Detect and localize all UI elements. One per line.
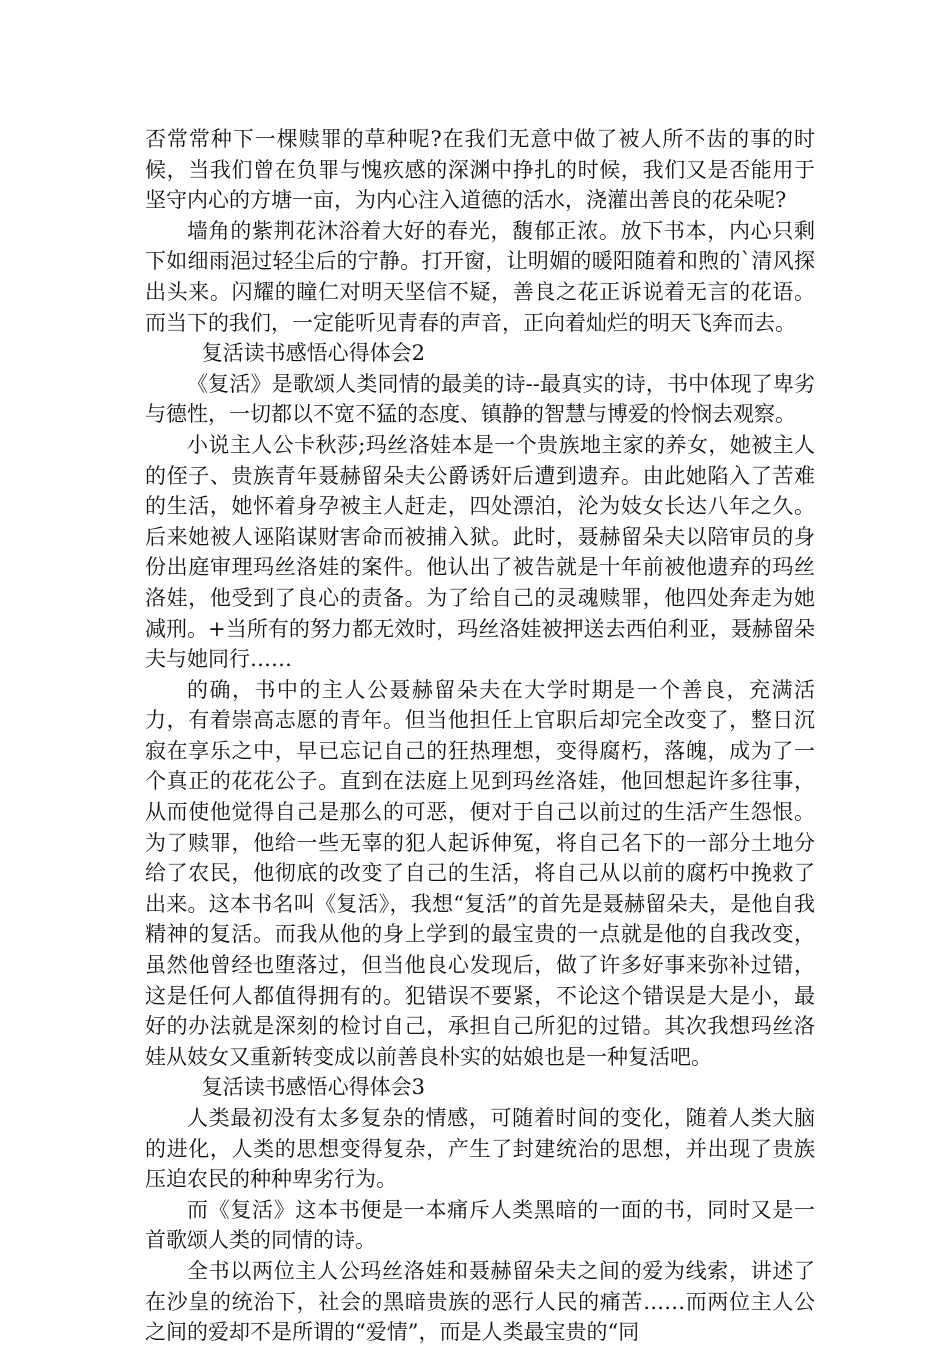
paragraph: 小说主人公卡秋莎;玛丝洛娃本是一个贵族地主家的养女，她被主人的侄子、贵族青年聂赫留朵夫公爵诱奸后遭到遗弃。由此她陷入了苦难的生活，她怀着身孕被主人赶走，四处漂泊，沦为妓女长达八年之久。后来她被人诬陷谋财害命而被捕入狱。此时，聂赫留朵夫以陪审员的身份出庭审理玛丝洛娃的案件。他认出了被告就是十年前被他遗弃的玛丝洛娃，他受到了良心的责备。为了给自己的灵魂赎罪，他四处奔走为她减刑。+当所有的努力都无效时，玛丝洛娃被押送去西伯利亚，聂赫留朵夫与她同行…… (145, 432, 815, 672)
paragraph: 全书以两位主人公玛丝洛娃和聂赫留朵夫之间的爱为线索，讲述了在沙皇的统治下，社会的黑暗贵族的恶行人民的痛苦……而两位主人公之间的爱却不是所谓的“爱情”，而是人类最宝贵的“同 (145, 1258, 815, 1345)
paragraph: 否常常种下一棵赎罪的草种呢?在我们无意中做了被人所不齿的事的时候，当我们曾在负罪与愧疚感的深渊中挣扎的时候，我们又是否能用于坚守内心的方塘一亩，为内心注入道德的活水，浇灌出善良的花朵呢? (145, 127, 815, 213)
paragraph: 墙角的紫荆花沐浴着大好的春光，馥郁正浓。放下书本，内心只剩下如细雨浥过轻尘后的宁静。打开窗，让明媚的暖阳随着和煦的`清风探出头来。闪耀的瞳仁对明天坚信不疑，善良之花正诉说着无言的花语。而当下的我们，一定能听见青春的声音，正向着灿烂的明天飞奔而去。 (145, 218, 815, 335)
paragraph: 人类最初没有太多复杂的情感，可随着时间的变化，随着人类大脑的进化，人类的思想变得复杂，产生了封建统治的思想，并出现了贵族压迫农民的种种卑劣行为。 (145, 1106, 815, 1192)
paragraph: 的确，书中的主人公聂赫留朵夫在大学时期是一个善良，充满活力，有着崇高志愿的青年。但当他担任上官职后却完全改变了，整日沉寂在享乐之中，早已忘记自己的狂热理想，变得腐朽，落魄，成为了一个真正的花花公子。直到在法庭上见到玛丝洛娃，他回想起许多往事，从而使他觉得自己是那么的可恶，便对于自己以前过的生活产生怨恨。为了赎罪，他给一些无辜的犯人起诉伸冤，将自己名下的一部分土地分给了农民，他彻底的改变了自己的生活，将自己从以前的腐朽中挽救了出来。这本书名叫《复活》，我想“复活”的首先是聂赫留朵夫，是他自我精神的复活。而我从他的身上学到的最宝贵的一点就是他的自我改变，虽然他曾经也堕落过，但当他良心发现后，做了许多好事来弥补过错，这是任何人都值得拥有的。犯错误不要紧，不论这个错误是大是小，最好的办法就是深刻的检讨自己，承担自己所犯的过错。其次我想玛丝洛娃从妓女又重新转变成以前善良朴实的姑娘也是一种复活吧。 (145, 677, 815, 1069)
paragraph: 而《复活》这本书便是一本痛斥人类黑暗的一面的书，同时又是一首歌颂人类的同情的诗。 (145, 1197, 815, 1253)
document-body (145, 124, 815, 1348)
paragraph: 《复活》是歌颂人类同情的最美的诗--最真实的诗，书中体现了卑劣与德性，一切都以不宽不猛的态度、镇静的智慧与博爱的怜悯去观察。 (145, 371, 815, 427)
section-heading: 复活读书感悟心得体会3 (201, 1075, 426, 1100)
section-heading: 复活读书感悟心得体会2 (201, 341, 426, 366)
